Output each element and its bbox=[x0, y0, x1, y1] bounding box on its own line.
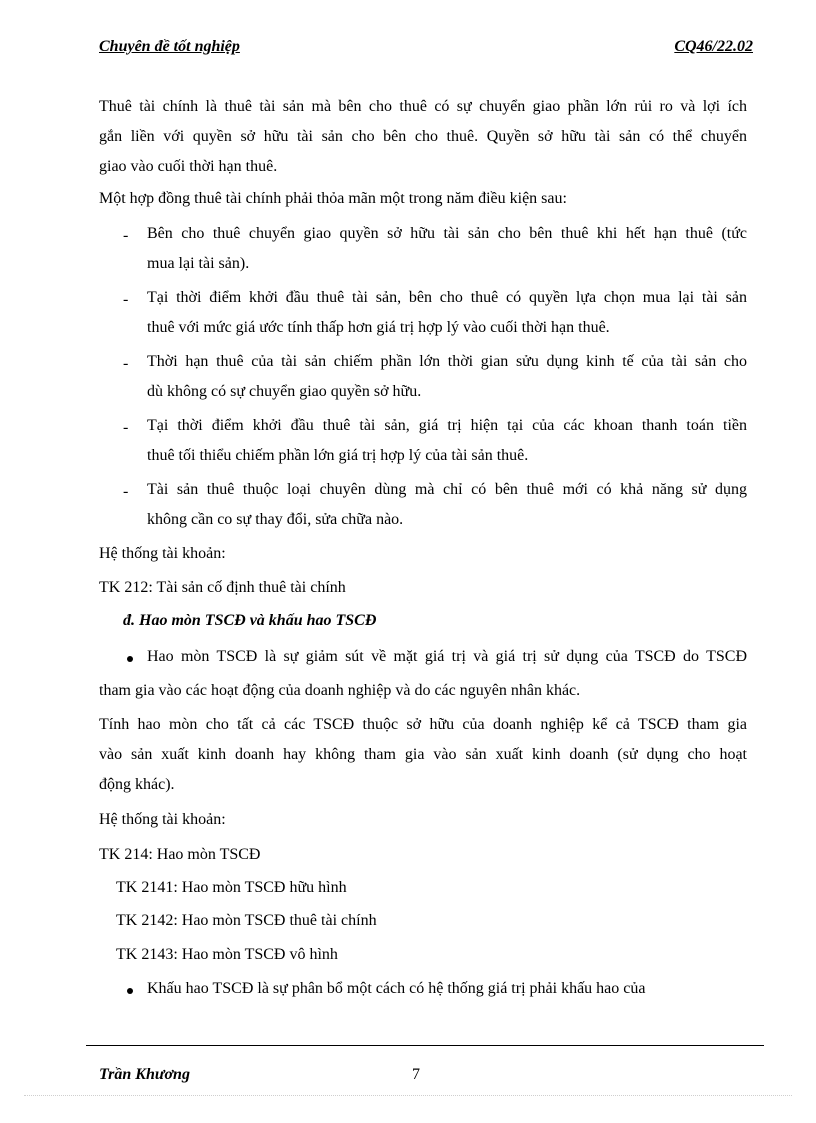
section-heading: đ. Hao mòn TSCĐ và khấu hao TSCĐ bbox=[123, 612, 377, 629]
condition-item-cont: không cần co sự thay đổi, sửa chữa nào. bbox=[147, 511, 404, 528]
account-tk2142: TK 2142: Hao mòn TSCĐ thuê tài chính bbox=[116, 912, 377, 929]
condition-item-cont: mua lại tài sản). bbox=[147, 255, 250, 272]
bullet-icon bbox=[127, 656, 133, 662]
condition-item: Thời hạn thuê của tài sản chiếm phần lớn thời gian sửu dụng kinh tế của tài sản cho bbox=[147, 353, 747, 370]
account-tk2141: TK 2141: Hao mòn TSCĐ hữu hình bbox=[116, 879, 347, 896]
account-tk2143: TK 2143: Hao mòn TSCĐ vô hình bbox=[116, 946, 338, 963]
paragraph-intro: Một hợp đồng thuê tài chính phải thỏa mãn một trong năm điều kiện sau: bbox=[99, 190, 567, 207]
bullet-item: Hao mòn TSCĐ là sự giảm sút về mặt giá trị và giá trị sử dụng của TSCĐ do TSCĐ bbox=[147, 648, 747, 665]
dash-marker: - bbox=[123, 227, 129, 244]
condition-item: Bên cho thuê chuyển giao quyền sở hữu tài sản cho bên thuê khi hết hạn thuê (tức bbox=[147, 225, 747, 242]
paragraph-line: tham gia vào các hoạt động của doanh nghiệp và do các nguyên nhân khác. bbox=[99, 682, 581, 699]
condition-item-cont: thuê tối thiểu chiếm phần lớn giá trị hợp lý của tài sản thuê. bbox=[147, 447, 529, 464]
condition-item: Tài sản thuê thuộc loại chuyên dùng mà chỉ có bên thuê mới có khả năng sử dụng bbox=[147, 481, 747, 498]
paragraph-line: Thuê tài chính là thuê tài sản mà bên cho thuê có sự chuyển giao phần lớn rủi ro và lợi ích bbox=[99, 98, 747, 115]
condition-item-cont: thuê với mức giá ước tính thấp hơn giá trị hợp lý vào cuối thời hạn thuê. bbox=[147, 319, 610, 336]
account-system-label: Hệ thống tài khoản: bbox=[99, 545, 226, 562]
footer-author: Trần Khương bbox=[99, 1066, 190, 1083]
paragraph-line: gắn liền với quyền sở hữu tài sản cho bên cho thuê. Quyền sở hữu tài sản có thể chuyển bbox=[99, 128, 747, 145]
dash-marker: - bbox=[123, 355, 129, 372]
dash-marker: - bbox=[123, 483, 129, 500]
dash-marker: - bbox=[123, 291, 129, 308]
paragraph-line: động khác). bbox=[99, 776, 175, 793]
condition-item-cont: dù không có sự chuyển giao quyền sở hữu. bbox=[147, 383, 422, 400]
bullet-item: Khấu hao TSCĐ là sự phân bổ một cách có hệ thống giá trị phải khấu hao của bbox=[147, 980, 646, 997]
dash-marker: - bbox=[123, 419, 129, 436]
condition-item: Tại thời điểm khởi đầu thuê tài sản, giá trị hiện tại của các khoan thanh toán tiền bbox=[147, 417, 747, 434]
page-number: 7 bbox=[412, 1066, 420, 1083]
account-system-label: Hệ thống tài khoản: bbox=[99, 811, 226, 828]
footer-divider bbox=[86, 1045, 764, 1046]
account-tk214: TK 214: Hao mòn TSCĐ bbox=[99, 846, 261, 863]
paragraph-line: Tính hao mòn cho tất cả các TSCĐ thuộc sở hữu của doanh nghiệp kể cả TSCĐ tham gia bbox=[99, 716, 747, 733]
page-edge-divider bbox=[24, 1095, 792, 1096]
bullet-icon bbox=[127, 988, 133, 994]
condition-item: Tại thời điểm khởi đầu thuê tài sản, bên cho thuê có quyền lựa chọn mua lại tài sản bbox=[147, 289, 747, 306]
account-tk212: TK 212: Tài sản cố định thuê tài chính bbox=[99, 579, 346, 596]
header-title: Chuyên đề tốt nghiệp bbox=[99, 38, 240, 55]
paragraph-line: vào sản xuất kinh doanh hay không tham gia vào sản xuất kinh doanh (sử dụng cho hoạt bbox=[99, 746, 747, 763]
header-code: CQ46/22.02 bbox=[674, 38, 753, 55]
paragraph-line: giao vào cuối thời hạn thuê. bbox=[99, 158, 278, 175]
